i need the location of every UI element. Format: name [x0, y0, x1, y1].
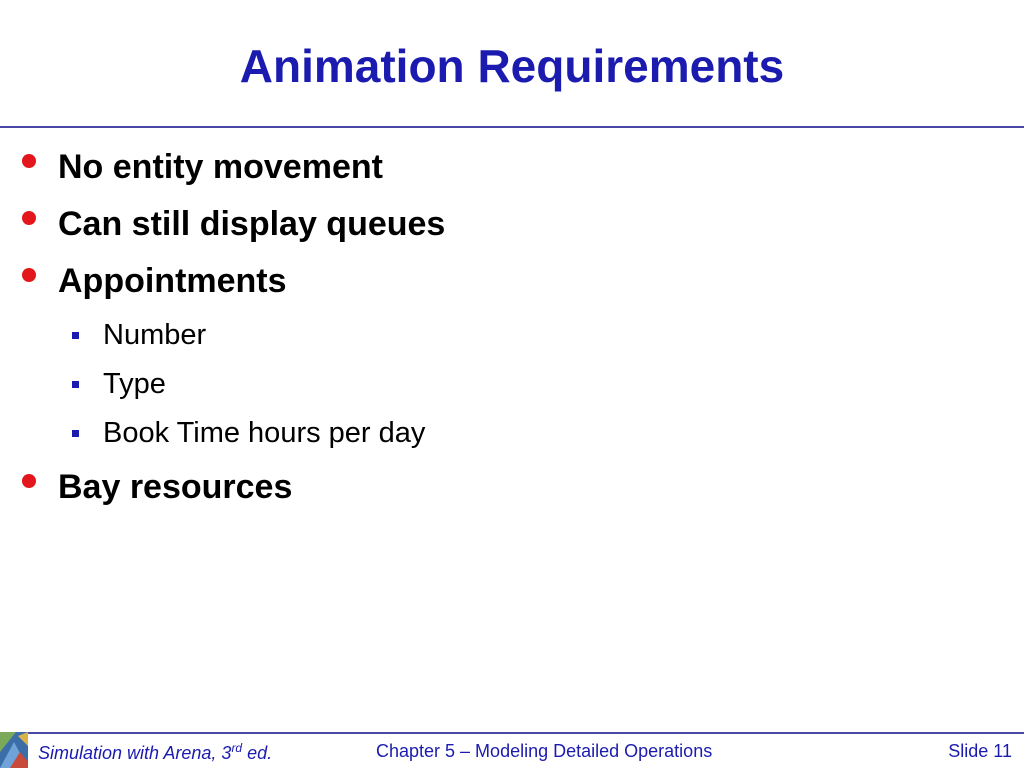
bullet-dot-icon — [22, 211, 36, 225]
sub-bullet-item — [72, 415, 425, 451]
bullet-text: Can still display queues — [58, 204, 446, 243]
footer-book-title-text: Simulation with Arena, 3 — [38, 743, 232, 763]
sub-bullet-item — [72, 366, 166, 402]
bullet-text: No entity movement — [58, 147, 383, 186]
footer-slide-number: Slide 11 — [948, 741, 1012, 761]
arena-logo-icon — [0, 732, 28, 768]
bullet-text: Appointments — [58, 261, 287, 300]
bullet-item — [22, 202, 445, 246]
slide-title: Animation Requirements — [239, 40, 785, 92]
bullet-text: Bay resources — [58, 467, 293, 506]
bullet-dot-icon — [22, 154, 36, 168]
bullet-item — [22, 465, 292, 509]
title-divider — [0, 126, 1024, 128]
bullet-dot-icon — [22, 474, 36, 488]
square-bullet-icon — [72, 381, 79, 388]
footer-divider — [28, 732, 1024, 734]
sub-bullet-text: Book Time hours per day — [103, 416, 426, 449]
footer-chapter: Chapter 5 – Modeling Detailed Operations — [376, 741, 713, 761]
square-bullet-icon — [72, 430, 79, 437]
sub-bullet-item — [72, 317, 206, 353]
slide-footer — [0, 732, 1024, 768]
sub-bullet-text: Type — [103, 367, 166, 400]
bullet-item — [22, 259, 287, 303]
footer-edition-superscript: rd — [231, 741, 243, 755]
footer-book-title — [38, 741, 272, 764]
bullet-dot-icon — [22, 268, 36, 282]
square-bullet-icon — [72, 332, 79, 339]
bullet-item — [22, 145, 383, 189]
sub-bullet-text: Number — [103, 318, 207, 351]
footer-edition-suffix: ed. — [242, 743, 273, 763]
